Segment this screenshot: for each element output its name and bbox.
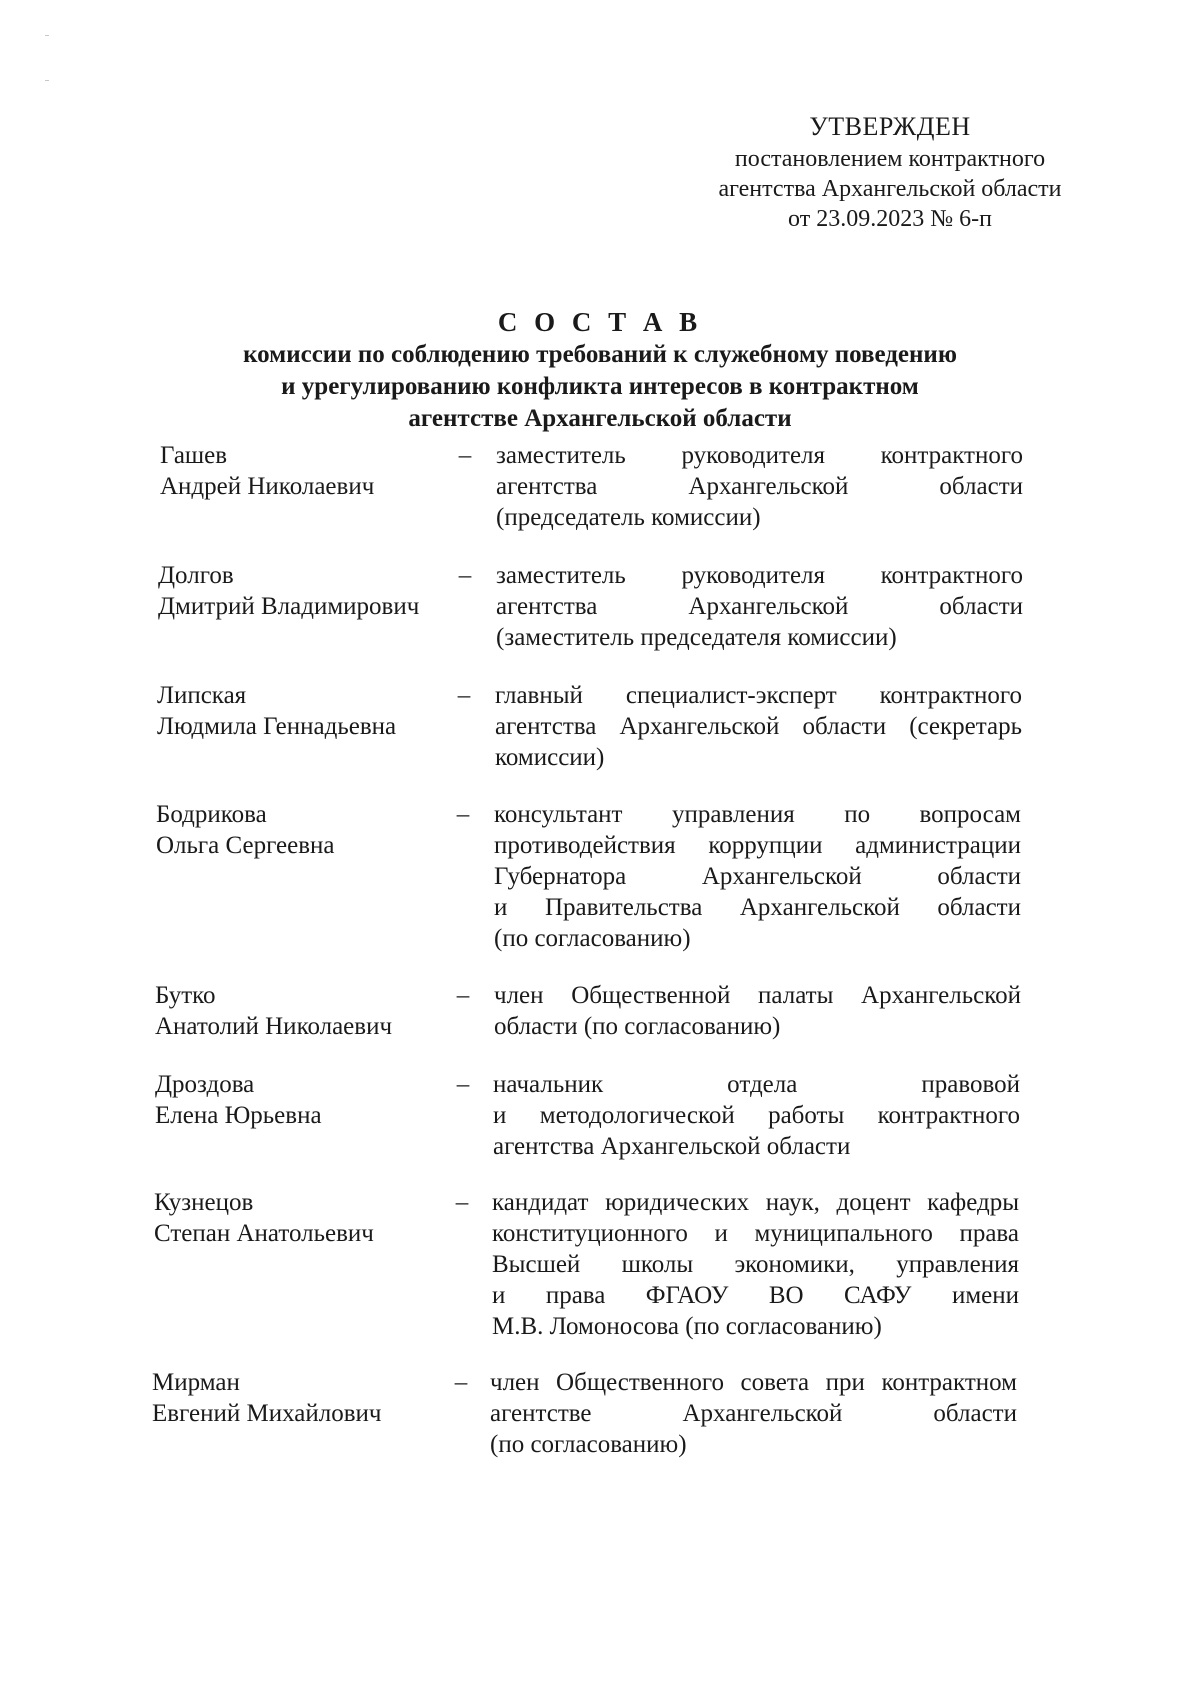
member-role-line: и Правительства Архангельской области bbox=[494, 894, 1021, 921]
member-role-line: агентства Архангельской области bbox=[496, 593, 1023, 620]
member-role-line: Губернатора Архангельской области bbox=[494, 863, 1021, 890]
document-title bbox=[180, 306, 1020, 435]
member-given-name: Евгений Михайлович bbox=[152, 1400, 382, 1427]
member-role bbox=[494, 799, 1021, 954]
member-name bbox=[160, 440, 450, 502]
member-role-line: конституционного и муниципального права bbox=[492, 1220, 1019, 1247]
member-role-line: заместитель руководителя контрактного bbox=[496, 562, 1023, 589]
scan-mark bbox=[45, 35, 49, 36]
member-role-line: агентства Архангельской области bbox=[496, 473, 1023, 500]
member-role-line: Высшей школы экономики, управления bbox=[492, 1251, 1019, 1278]
member-surname: Долгов bbox=[158, 562, 234, 589]
member-role-line: (заместитель председателя комиссии) bbox=[496, 624, 897, 651]
member-given-name: Дмитрий Владимирович bbox=[158, 593, 420, 620]
member-role-line: член Общественной палаты Архангельской bbox=[494, 982, 1021, 1009]
member-given-name: Ольга Сергеевна bbox=[156, 832, 335, 859]
member-role bbox=[492, 1187, 1019, 1342]
member-role bbox=[496, 560, 1023, 653]
member-given-name: Степан Анатольевич bbox=[154, 1220, 374, 1247]
title-line: комиссии по соблюдению требований к служебному поведению bbox=[243, 341, 957, 368]
member-role-line: (председатель комиссии) bbox=[496, 504, 761, 531]
member-role bbox=[490, 1367, 1017, 1460]
title-line: и урегулированию конфликта интересов в контрактном bbox=[281, 373, 919, 400]
member-surname: Бутко bbox=[155, 982, 216, 1009]
member-role-line: заместитель руководителя контрактного bbox=[496, 442, 1023, 469]
member-role-line: области (по согласованию) bbox=[494, 1013, 781, 1040]
approval-word: УТВЕРЖДЕН bbox=[809, 112, 971, 141]
member-surname: Мирман bbox=[152, 1369, 240, 1396]
member-surname: Липская bbox=[157, 682, 247, 709]
member-given-name: Людмила Геннадьевна bbox=[157, 713, 397, 740]
title-line: агентстве Архангельской области bbox=[408, 405, 792, 432]
member-name bbox=[155, 1069, 445, 1131]
member-given-name: Елена Юрьевна bbox=[155, 1102, 322, 1129]
member-dash: – bbox=[455, 1189, 469, 1216]
member-role-line: противодействия коррупции администрации bbox=[494, 832, 1021, 859]
member-surname: Кузнецов bbox=[154, 1189, 254, 1216]
approval-date-line: от 23.09.2023 № 6-п bbox=[788, 206, 992, 232]
member-role-line: кандидат юридических наук, доцент кафедры bbox=[492, 1189, 1019, 1216]
member-role-line: М.В. Ломоносова (по согласованию) bbox=[492, 1313, 882, 1340]
member-dash: – bbox=[454, 1369, 468, 1396]
member-role-line: комиссии) bbox=[495, 744, 605, 771]
member-role bbox=[494, 980, 1021, 1042]
member-surname: Дроздова bbox=[155, 1071, 255, 1098]
scan-mark bbox=[45, 80, 49, 81]
member-surname: Гашев bbox=[160, 442, 228, 469]
approval-line: агентства Архангельской области bbox=[718, 176, 1062, 202]
member-role bbox=[496, 440, 1023, 533]
member-role-line: и права ФГАОУ ВО САФУ имени bbox=[492, 1282, 1019, 1309]
member-role-line: агентства Архангельской области (секретарь bbox=[495, 713, 1022, 740]
member-dash: – bbox=[456, 1071, 470, 1098]
member-name bbox=[152, 1367, 442, 1429]
member-role-line: агентства Архангельской области bbox=[493, 1133, 851, 1160]
member-role bbox=[495, 680, 1022, 773]
member-name bbox=[158, 560, 448, 622]
member-name bbox=[156, 799, 446, 861]
member-role-line: член Общественного совета при контрактном bbox=[490, 1369, 1017, 1396]
member-role bbox=[493, 1069, 1020, 1162]
member-name bbox=[157, 680, 447, 742]
member-given-name: Анатолий Николаевич bbox=[155, 1013, 393, 1040]
member-dash: – bbox=[458, 442, 472, 469]
member-name bbox=[154, 1187, 444, 1249]
member-role-line: (по согласованию) bbox=[494, 925, 691, 952]
member-role-line: (по согласованию) bbox=[490, 1431, 687, 1458]
member-role-line: главный специалист-эксперт контрактного bbox=[495, 682, 1022, 709]
member-dash: – bbox=[456, 801, 470, 828]
member-dash: – bbox=[457, 682, 471, 709]
member-dash: – bbox=[456, 982, 470, 1009]
member-role-line: и методологической работы контрактного bbox=[493, 1102, 1020, 1129]
member-given-name: Андрей Николаевич bbox=[160, 473, 375, 500]
member-surname: Бодрикова bbox=[156, 801, 267, 828]
approval-stamp bbox=[660, 112, 1120, 234]
member-name bbox=[155, 980, 445, 1042]
member-role-line: консультант управления по вопросам bbox=[494, 801, 1021, 828]
member-role-line: агентстве Архангельской области bbox=[490, 1400, 1017, 1427]
approval-line: постановлением контрактного bbox=[734, 146, 1046, 172]
title-heading: С О С Т А В bbox=[497, 307, 703, 337]
member-dash: – bbox=[458, 562, 472, 589]
member-role-line: начальник отдела правовой bbox=[493, 1071, 1020, 1098]
